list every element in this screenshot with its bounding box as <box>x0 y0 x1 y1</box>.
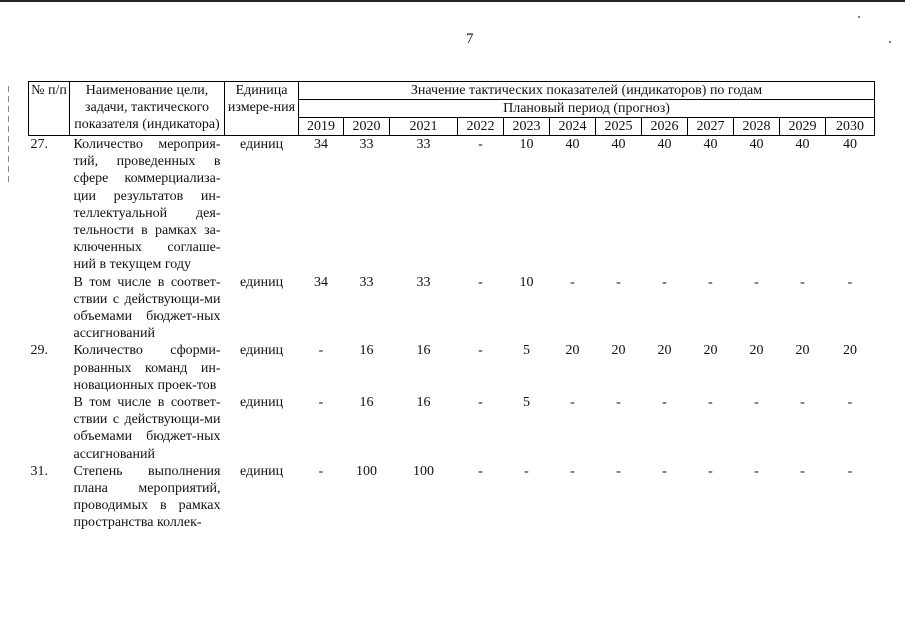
header-year: 2024 <box>550 118 596 136</box>
indicator-name: Количество сформи-рованных команд ин-новационных проек-тов <box>73 343 221 393</box>
header-year: 2020 <box>344 118 390 136</box>
value-cell: - <box>616 395 621 411</box>
value-cell: 10 <box>519 137 534 152</box>
row-number: 27. <box>30 137 48 152</box>
header-year: 2019 <box>299 118 344 136</box>
header-year: 2029 <box>780 118 826 136</box>
value-cell: 40 <box>657 137 672 152</box>
value-cell: - <box>754 463 759 479</box>
header-values-by-year: Значение тактических показателей (индикаторов) по годам <box>299 82 875 100</box>
value-cell: 33 <box>359 137 374 152</box>
value-cell: 34 <box>314 137 328 152</box>
scan-dot <box>858 16 860 18</box>
table-row <box>29 274 875 343</box>
indicator-name: В том числе в соответ-ствии с действующи-ми объемами бюджет-ных ассигнований <box>73 274 221 342</box>
value-cell: 40 <box>795 137 810 152</box>
unit-cell: единиц <box>239 463 284 479</box>
value-cell: - <box>800 395 805 411</box>
unit-cell: единиц <box>239 274 284 290</box>
header-planning-period: Плановый период (прогноз) <box>299 100 875 118</box>
value-cell: 40 <box>843 137 857 152</box>
value-cell: - <box>616 274 621 290</box>
table-row <box>29 136 875 274</box>
table-row <box>29 394 875 463</box>
value-cell: 20 <box>703 343 718 359</box>
unit-cell: единиц <box>239 395 284 411</box>
value-cell: - <box>616 463 621 479</box>
value-cell: - <box>570 274 575 290</box>
value-cell: - <box>847 274 853 290</box>
value-cell: - <box>708 395 713 411</box>
value-cell: - <box>478 343 483 359</box>
value-cell: 100 <box>413 463 434 479</box>
unit-cell: единиц <box>239 137 284 152</box>
value-cell: 20 <box>749 343 764 359</box>
indicator-name: В том числе в соответ-ствии с действующи-ми объемами бюджет-ных ассигнований <box>73 395 221 462</box>
value-cell: 34 <box>314 274 328 290</box>
value-cell: - <box>524 463 529 479</box>
value-cell: 20 <box>657 343 672 359</box>
header-year: 2022 <box>458 118 504 136</box>
value-cell: 10 <box>519 274 534 290</box>
value-cell: - <box>318 463 324 479</box>
value-cell: 40 <box>703 137 718 152</box>
row-number: 29. <box>30 343 48 359</box>
indicator-name: Степень выполнения плана мероприятий, проводимых в рамках пространства коллек- <box>73 463 221 531</box>
top-page-edge <box>0 0 905 2</box>
value-cell: 16 <box>416 343 431 359</box>
header-year: 2030 <box>826 118 875 136</box>
value-cell: - <box>754 395 759 411</box>
table-row <box>29 342 875 394</box>
value-cell: 16 <box>359 343 374 359</box>
value-cell: - <box>478 137 483 152</box>
value-cell: - <box>318 343 324 359</box>
table-row <box>29 463 875 532</box>
value-cell: 5 <box>523 343 530 359</box>
value-cell: 20 <box>611 343 626 359</box>
value-cell: - <box>662 274 667 290</box>
row-number <box>29 274 70 343</box>
value-cell: 33 <box>359 274 374 290</box>
unit-cell: единиц <box>239 343 284 359</box>
value-cell: 40 <box>611 137 626 152</box>
value-cell: 40 <box>565 137 580 152</box>
header-name: Наименование цели, задачи, тактического показателя (индикатора) <box>70 82 225 136</box>
value-cell: - <box>662 395 667 411</box>
value-cell: 20 <box>565 343 580 359</box>
value-cell: - <box>570 395 575 411</box>
value-cell: - <box>847 395 853 411</box>
value-cell: 5 <box>523 395 530 411</box>
scan-artifact-marks <box>6 82 12 222</box>
value-cell: - <box>478 395 483 411</box>
value-cell: 40 <box>749 137 764 152</box>
header-year: 2026 <box>642 118 688 136</box>
header-year: 2028 <box>734 118 780 136</box>
header-unit: Единица измере-ния <box>225 82 299 136</box>
indicators-table <box>28 81 875 532</box>
page-number: 7 <box>466 31 474 47</box>
value-cell: 16 <box>359 395 374 411</box>
value-cell: - <box>708 463 713 479</box>
value-cell: 33 <box>416 137 431 152</box>
header-num: № п/п <box>29 82 70 136</box>
value-cell: - <box>754 274 759 290</box>
header-year: 2025 <box>596 118 642 136</box>
value-cell: - <box>847 463 853 479</box>
header-year: 2027 <box>688 118 734 136</box>
value-cell: 20 <box>843 343 857 359</box>
value-cell: - <box>708 274 713 290</box>
value-cell: - <box>800 274 805 290</box>
value-cell: - <box>570 463 575 479</box>
scan-dot <box>889 41 891 43</box>
row-number: 31. <box>30 463 48 479</box>
header-year: 2021 <box>390 118 458 136</box>
value-cell: 20 <box>795 343 810 359</box>
value-cell: 33 <box>416 274 431 290</box>
value-cell: 16 <box>416 395 431 411</box>
row-number <box>29 394 70 463</box>
header-year: 2023 <box>504 118 550 136</box>
value-cell: - <box>662 463 667 479</box>
value-cell: - <box>800 463 805 479</box>
value-cell: - <box>478 463 483 479</box>
value-cell: - <box>318 395 324 411</box>
value-cell: - <box>478 274 483 290</box>
indicator-name: Количество мероприя-тий, проведенных в сфере коммерциализа-ции результатов ин-теллектуальной дея-тельности в рамках за-ключенных соглаше-ний в текущем году <box>73 137 221 273</box>
value-cell: 100 <box>356 463 377 479</box>
